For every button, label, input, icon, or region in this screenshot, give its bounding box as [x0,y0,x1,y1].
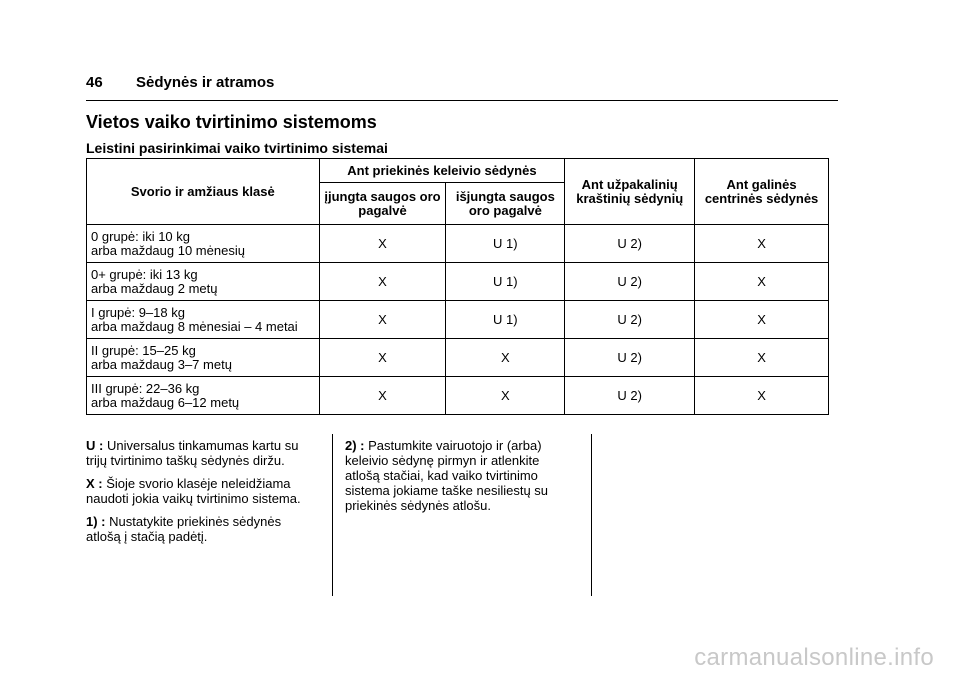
table-header-row [87,159,829,183]
legend-key: 2) : [345,438,365,453]
legend-text: Pastumkite vairuotojo ir (arba) keleivio sėdynę pirmyn ir atlenkite atlošą stačiai, kad vaiko tvirtinimo sistema jokiame taške nesiliestų su priekinės sėdynės atlošu. [345,438,549,513]
weight-class-cell [87,339,320,377]
weight-class-line: III grupė: 22–36 kg [91,380,200,396]
weight-class-line: 0+ grupė: iki 13 kg [91,266,198,282]
column-divider [591,434,592,596]
weight-class-line: I grupė: 9–18 kg [91,304,185,320]
page-number: 46 [86,74,103,91]
weight-class-line: 0 grupė: iki 10 kg [91,228,191,244]
airbag-on-cell: X [319,339,446,377]
column-divider [332,434,333,596]
airbag-on-cell: X [319,225,446,263]
legend-note [345,438,577,513]
header-rear-center: Ant galinės centrinės sėdynės [695,159,829,225]
legend-note [86,438,318,468]
weight-class-line: arba maždaug 3–7 metų [91,356,232,372]
header-rear-outer: Ant užpakalinių kraštinių sėdynių [565,159,695,225]
weight-class-line: II grupė: 15–25 kg [91,342,196,358]
airbag-off-cell: U 1) [446,263,565,301]
rear-outer-cell: U 2) [565,377,695,415]
rear-center-cell: X [695,301,829,339]
rear-center-cell: X [695,339,829,377]
section-title: Vietos vaiko tvirtinimo sistemoms [86,112,377,132]
weight-class-line: arba maždaug 6–12 metų [91,394,240,410]
airbag-off-cell: U 1) [446,225,565,263]
airbag-off-cell: U 1) [446,301,565,339]
header-weight-class: Svorio ir amžiaus klasė [87,159,320,225]
legend-text: Universalus tinkamumas kartu su trijų tvirtinimo taškų sėdynės diržu. [86,438,299,468]
weight-class-line: arba maždaug 2 metų [91,280,218,296]
weight-class-line: arba maždaug 8 mėnesiai – 4 metai [91,318,298,334]
weight-class-cell [87,301,320,339]
header-airbag-off: išjungta saugos oro pagalvė [446,183,565,225]
table-row [87,339,829,377]
page-header [86,74,838,101]
weight-class-cell [87,263,320,301]
weight-class-line: arba maždaug 10 mėnesių [91,242,245,258]
table-row [87,225,829,263]
legend-key: X : [86,476,103,491]
rear-outer-cell: U 2) [565,301,695,339]
table-caption: Leistini pasirinkimai vaiko tvirtinimo sistemai [86,140,388,156]
rear-center-cell: X [695,225,829,263]
table-row [87,301,829,339]
airbag-off-cell: X [446,339,565,377]
header-airbag-on: įjungta saugos oro pagalvė [319,183,446,225]
airbag-on-cell: X [319,263,446,301]
legend-text: Nustatykite priekinės sėdynės atlošą į stačią padėtį. [86,514,282,544]
legend-key: 1) : [86,514,106,529]
legend-key: U : [86,438,104,453]
rear-outer-cell: U 2) [565,263,695,301]
legend-text: Šioje svorio klasėje neleidžiama naudoti jokia vaikų tvirtinimo sistema. [86,476,301,506]
legend-note [86,514,318,544]
weight-class-cell [87,377,320,415]
rear-center-cell: X [695,263,829,301]
airbag-off-cell: X [446,377,565,415]
rear-outer-cell: U 2) [565,225,695,263]
table-row [87,263,829,301]
table-row [87,377,829,415]
legend-notes-right [345,438,577,521]
airbag-on-cell: X [319,301,446,339]
legend-note [86,476,318,506]
rear-outer-cell: U 2) [565,339,695,377]
child-restraint-table [86,158,829,415]
watermark: carmanualsonline.info [694,644,934,671]
weight-class-cell [87,225,320,263]
legend-notes-left [86,438,318,552]
running-head: Sėdynės ir atramos [136,74,275,91]
airbag-on-cell: X [319,377,446,415]
header-front-passenger: Ant priekinės keleivio sėdynės [319,159,565,183]
rear-center-cell: X [695,377,829,415]
